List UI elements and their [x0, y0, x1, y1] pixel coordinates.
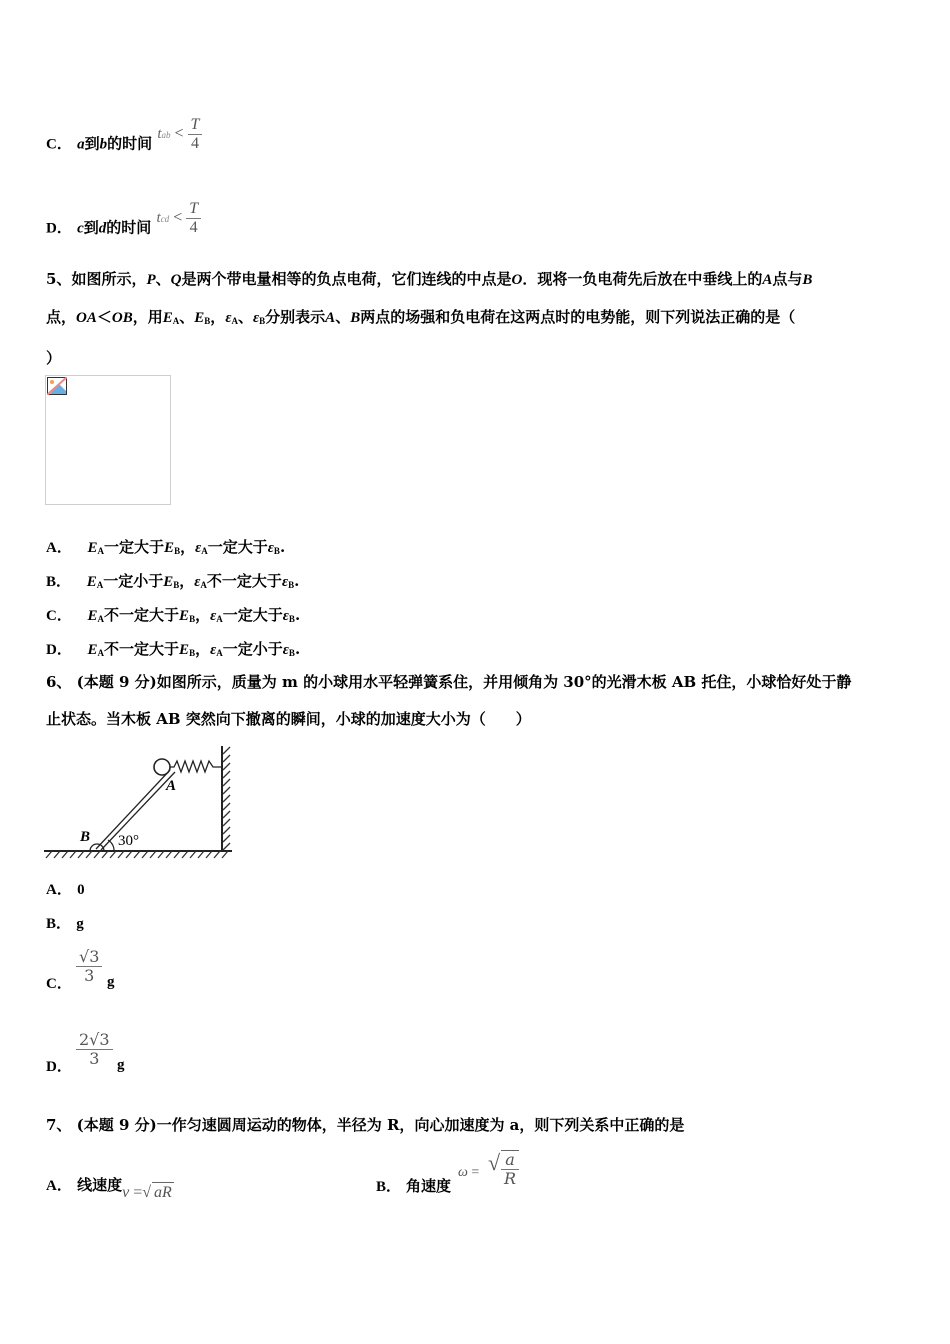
broken-image-icon [47, 377, 67, 395]
option-label: D． [46, 1059, 72, 1075]
option-label: C． [46, 608, 72, 624]
math-v-equals-sqrt-aR: v =√ aR [122, 1183, 172, 1201]
option-label: A． [46, 882, 72, 898]
q4-option-d[interactable] [46, 200, 201, 247]
option-text: 角速度 [406, 1177, 452, 1195]
q6-stem: 6、 (本题 9 分)如图所示，质量为 m 的小球用水平轻弹簧系住，并用倾角为 30°的光滑木板 AB 托住，小球恰好处于静 止状态。当木板 AB 突然向下撤离的瞬间，小球的加速度大小为（ ） [46, 673, 852, 728]
text: 的时间 [107, 134, 153, 153]
option-label: D． [46, 220, 72, 237]
q6-option-a[interactable] [46, 879, 85, 900]
option-label: A． [46, 1178, 72, 1194]
option-unit: g [107, 974, 115, 990]
var-d: d [98, 220, 107, 237]
option-value: 0 [77, 882, 85, 898]
option-label: D． [46, 642, 72, 658]
question-number: 5、 [46, 270, 72, 288]
option-label: C． [46, 136, 72, 153]
q5-option-b[interactable]: B． $E_A$一定小于$E_B$，$\varepsilon_A$不一定大于$\varepsilon_B$. [46, 572, 300, 590]
var-b: b [99, 136, 108, 153]
option-label: B． [376, 1179, 402, 1195]
option-label: A． [46, 540, 72, 556]
q7-option-a[interactable] [46, 1175, 174, 1201]
math-expression: tcd < $\frac{T}{4}$ [157, 200, 202, 237]
q6-option-b[interactable] [46, 913, 84, 934]
text: 到 [84, 134, 100, 153]
question-number: 6、 [46, 673, 72, 691]
svg-text:B: B [80, 829, 91, 845]
option-label: C． [46, 976, 72, 992]
q4-option-c[interactable] [46, 116, 202, 163]
q5-stem: 5、如图所示，P、Q是两个带电量相等的负点电荷，它们连线的中点是O．现将一负电荷先后放在中垂线上的A点与B 点，OA＜OB，用$E_A$、$E_B$，$\varepsilon_A$、$\varepsilon_B$分别表示A、B两点的场强和负电荷在这两点时的电势能，则下列说法正确的是（ ） [46, 270, 813, 367]
text: 的时间 [106, 218, 152, 237]
svg-text:30°: 30° [118, 833, 139, 849]
sqrt-icon: √ [488, 1150, 501, 1175]
text: 到 [83, 218, 99, 237]
option-label: B． [46, 916, 72, 932]
option-unit: g [117, 1057, 125, 1073]
q5-option-c[interactable]: C． $E_A$不一定大于$E_B$，$\varepsilon_A$一定大于$\varepsilon_B$. [46, 606, 301, 624]
fraction-sqrt3-over-3: √3 3 [76, 948, 102, 985]
q7-stem: 7、 (本题 9 分)一作匀速圆周运动的物体，半径为 R，向心加速度为 a，则下列关系中正确的是 [46, 1116, 685, 1134]
option-text: 线速度 [77, 1176, 123, 1194]
q5-option-a[interactable]: A． $E_A$一定大于$E_B$，$\varepsilon_A$一定大于$\varepsilon_B$. [46, 538, 286, 556]
var-a: a [77, 136, 85, 153]
option-label: B． [46, 574, 72, 590]
svg-text:A: A [166, 778, 177, 794]
fraction-a-over-R: a R [501, 1150, 519, 1188]
question-number: 7、 [46, 1116, 72, 1134]
q5-figure-broken-image [45, 375, 171, 505]
math-expression: tab < $\frac{T}{4}$ [157, 116, 202, 153]
fraction-2sqrt3-over-3: 2√3 3 [76, 1031, 113, 1068]
q6-figure-incline-spring [44, 740, 236, 862]
math-omega: ω = [458, 1165, 480, 1180]
q5-option-d[interactable]: D． $E_A$不一定大于$E_B$，$\varepsilon_A$一定小于$\varepsilon_B$. [46, 640, 301, 658]
var-c: c [77, 220, 84, 237]
option-value: g [76, 916, 84, 932]
